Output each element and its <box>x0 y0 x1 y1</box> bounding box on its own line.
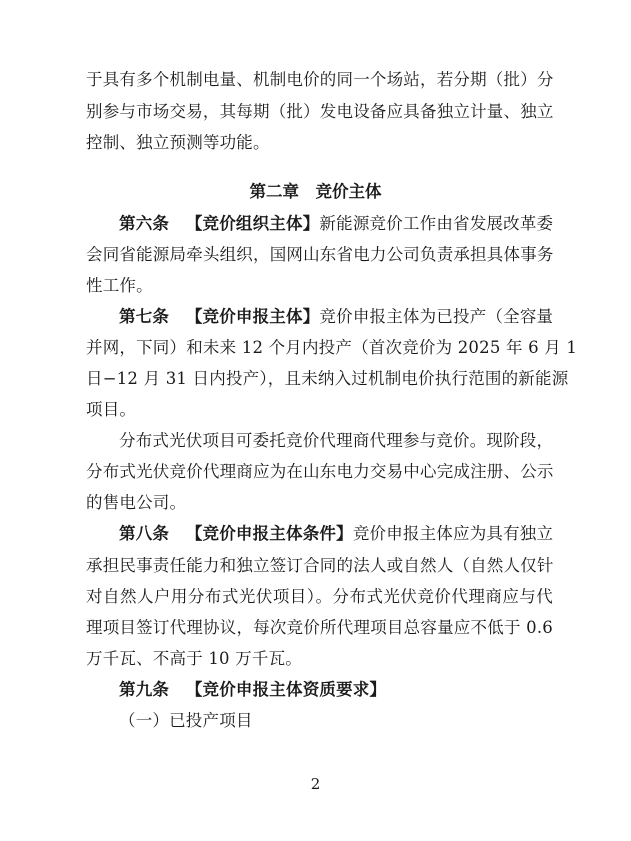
article-8-label: 第八条 <box>119 524 170 543</box>
article-7-line-3: 日−12 月 31 日内投产），且未纳入过机制电价执行范围的新能源 <box>86 369 569 388</box>
article-7-line-2: 并网，下同）和未来 12 个月内投产（首次竞价为 2025 年 6 月 1 <box>86 338 578 357</box>
article-8-line-2: 承担民事责任能力和独立签订合同的法人或自然人（自然人仅针 <box>86 556 554 575</box>
article-7-label: 第七条 <box>119 307 170 326</box>
article-6-label: 第六条 <box>119 214 170 233</box>
article-9-tag: 【竞价申报主体资质要求】 <box>185 680 387 699</box>
article-9-line-1 <box>119 676 386 700</box>
article-6-line-3: 性工作。 <box>86 276 153 295</box>
article-6-line-2: 会同省能源局牵头组织，国网山东省电力公司负责承担具体事务 <box>86 245 554 264</box>
item-1-heading: （一）已投产项目 <box>119 711 253 730</box>
article-8-text: 竞价申报主体应为具有独立 <box>352 524 554 543</box>
article-6-line-1 <box>119 210 553 234</box>
article-6-tag: 【竞价组织主体】 <box>185 214 320 233</box>
distributed-line-1: 分布式光伏项目可委托竞价代理商代理参与竞价。现阶段， <box>119 431 554 450</box>
distributed-line-3: 的售电公司。 <box>86 493 187 512</box>
intro-line-3: 控制、独立预测等功能。 <box>86 133 270 152</box>
article-7-line-4: 项目。 <box>86 400 137 419</box>
article-6-text: 新能源竞价工作由省发展改革委 <box>319 214 554 233</box>
article-7-line-1 <box>119 303 553 327</box>
article-7-text: 竞价申报主体为已投产（全容量 <box>319 307 554 326</box>
article-9-label: 第九条 <box>119 680 170 699</box>
article-7-tag: 【竞价申报主体】 <box>185 307 320 326</box>
article-8-line-5: 万千瓦、不高于 10 万千瓦。 <box>86 649 302 668</box>
article-8-tag: 【竞价申报主体条件】 <box>185 524 353 543</box>
article-8-line-4: 理项目签订代理协议，每次竞价所代理项目总容量应不低于 0.6 <box>86 618 553 637</box>
intro-line-1: 于具有多个机制电量、机制电价的同一个场站，若分期（批）分 <box>86 70 554 89</box>
article-8-line-1 <box>119 520 553 544</box>
distributed-line-2: 分布式光伏竞价代理商应为在山东电力交易中心完成注册、公示 <box>86 462 554 481</box>
intro-line-2: 别参与市场交易，其每期（批）发电设备应具备独立计量、独立 <box>86 102 554 121</box>
chapter-title: 第二章 竞价主体 <box>249 182 382 201</box>
page-number: 2 <box>310 775 321 793</box>
article-8-line-3: 对自然人户用分布式光伏项目）。分布式光伏竞价代理商应与代 <box>86 587 553 606</box>
